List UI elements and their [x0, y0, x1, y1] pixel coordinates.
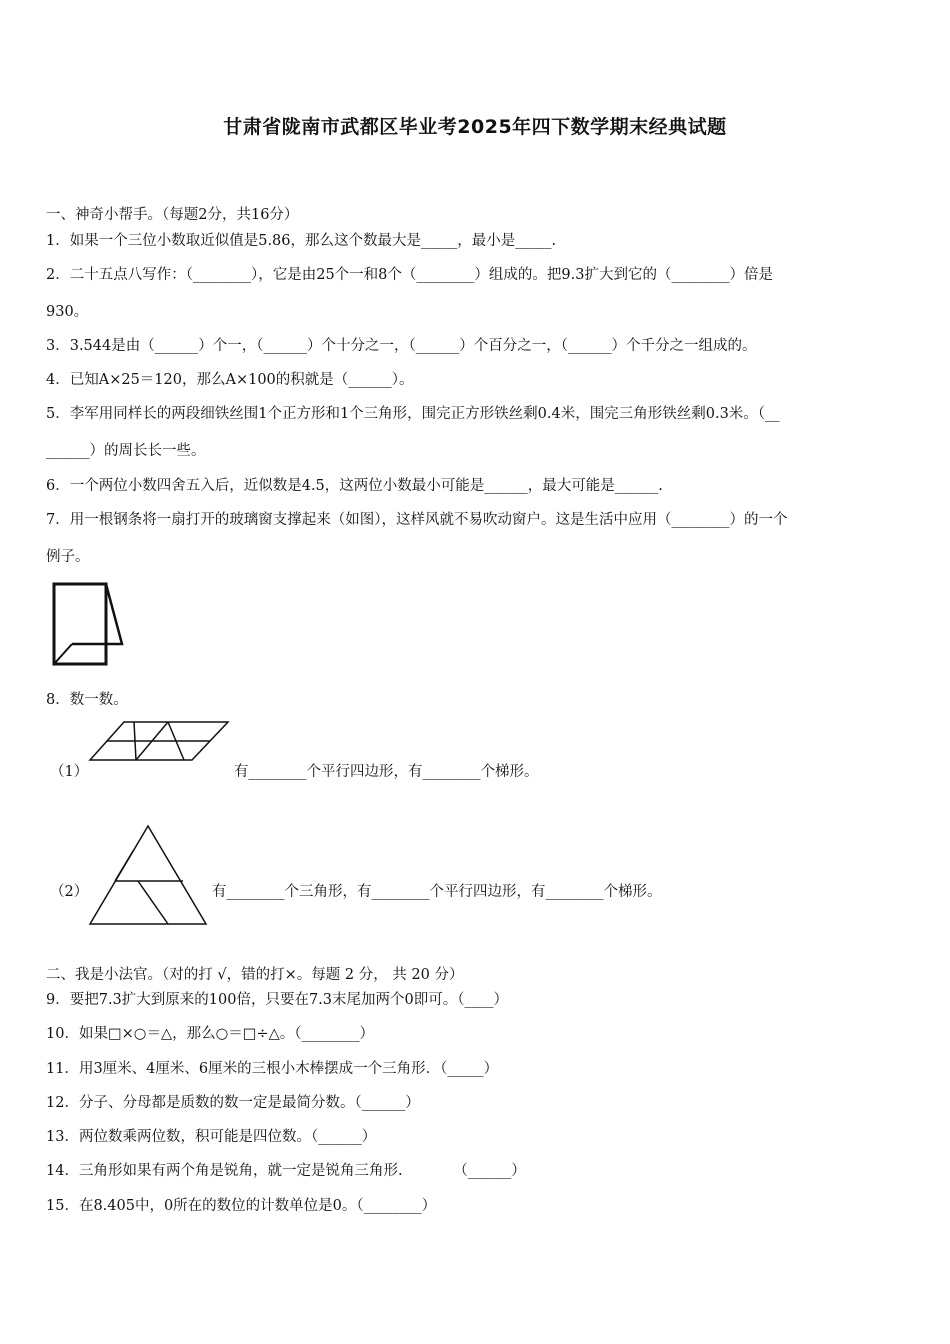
question-1: 1．如果一个三位小数取近似值是5.86，那么这个数最大是_____，最小是_____. [46, 233, 557, 249]
question-8: 8．数一数。 [46, 692, 128, 708]
question-14: 14．三角形如果有两个角是锐角，就一定是锐角三角形. （______） [46, 1163, 526, 1179]
question-2: 2．二十五点八写作：（________），它是由25个一和8个（________）组成的。把9.3扩大到它的（________）倍是 [46, 267, 773, 283]
window-support-figure [50, 580, 130, 670]
question-11: 11．用3厘米、4厘米、6厘米的三根小木棒摆成一个三角形．（_____） [46, 1061, 499, 1077]
question-15: 15．在8.405中，0所在的数位的计数单位是0。（________） [46, 1198, 437, 1214]
question-12: 12．分子、分母都是质数的数一定是最简分数。（______） [46, 1095, 420, 1111]
page-title: 甘肃省陇南市武都区毕业考2025年四下数学期末经典试题 [223, 116, 727, 138]
question-3: 3．3.544是由（______）个一，（______）个十分之一，（______）个百分之一，（______）个千分之一组成的。 [46, 338, 757, 354]
question-7-continued: 例子。 [46, 549, 90, 565]
question-6: 6．一个两位小数四舍五入后，近似数是4.5，这两位小数最小可能是______，最大可能是______. [46, 478, 663, 494]
question-8-2-label: （2） [50, 884, 89, 900]
question-8-2-text: 有________个三角形，有________个平行四边形，有________个梯形。 [212, 884, 662, 900]
question-7: 7．用一根钢条将一扇打开的玻璃窗支撑起来（如图），这样风就不易吹动窗户。这是生活中应用（________）的一个 [46, 512, 788, 528]
question-10: 10．如果□×○＝△，那么○＝□÷△。（________） [46, 1026, 375, 1042]
parallelogram-figure [88, 720, 230, 762]
question-8-1-label: （1） [50, 764, 89, 780]
section2-heading: 二、我是小法官。（对的打 √，错的打×。每题 2 分， 共 20 分） [46, 967, 464, 983]
question-5-continued: ______）的周长长一些。 [46, 443, 206, 459]
section1-heading: 一、神奇小帮手。（每题2分，共16分） [46, 207, 299, 223]
question-2-continued: 930。 [46, 304, 89, 320]
question-9: 9．要把7.3扩大到原来的100倍，只要在7.3末尾加两个0即可。（____） [46, 992, 508, 1008]
question-5: 5．李军用同样长的两段细铁丝围1个正方形和1个三角形，围完正方形铁丝剩0.4米，围完三角形铁丝剩0.3米。（__ [46, 406, 780, 422]
question-4: 4．已知A×25＝120，那么A×100的积就是（______）。 [46, 372, 414, 388]
question-8-1-text: 有________个平行四边形，有________个梯形。 [234, 764, 539, 780]
question-13: 13．两位数乘两位数，积可能是四位数。（______） [46, 1129, 377, 1145]
triangle-figure [88, 824, 208, 926]
